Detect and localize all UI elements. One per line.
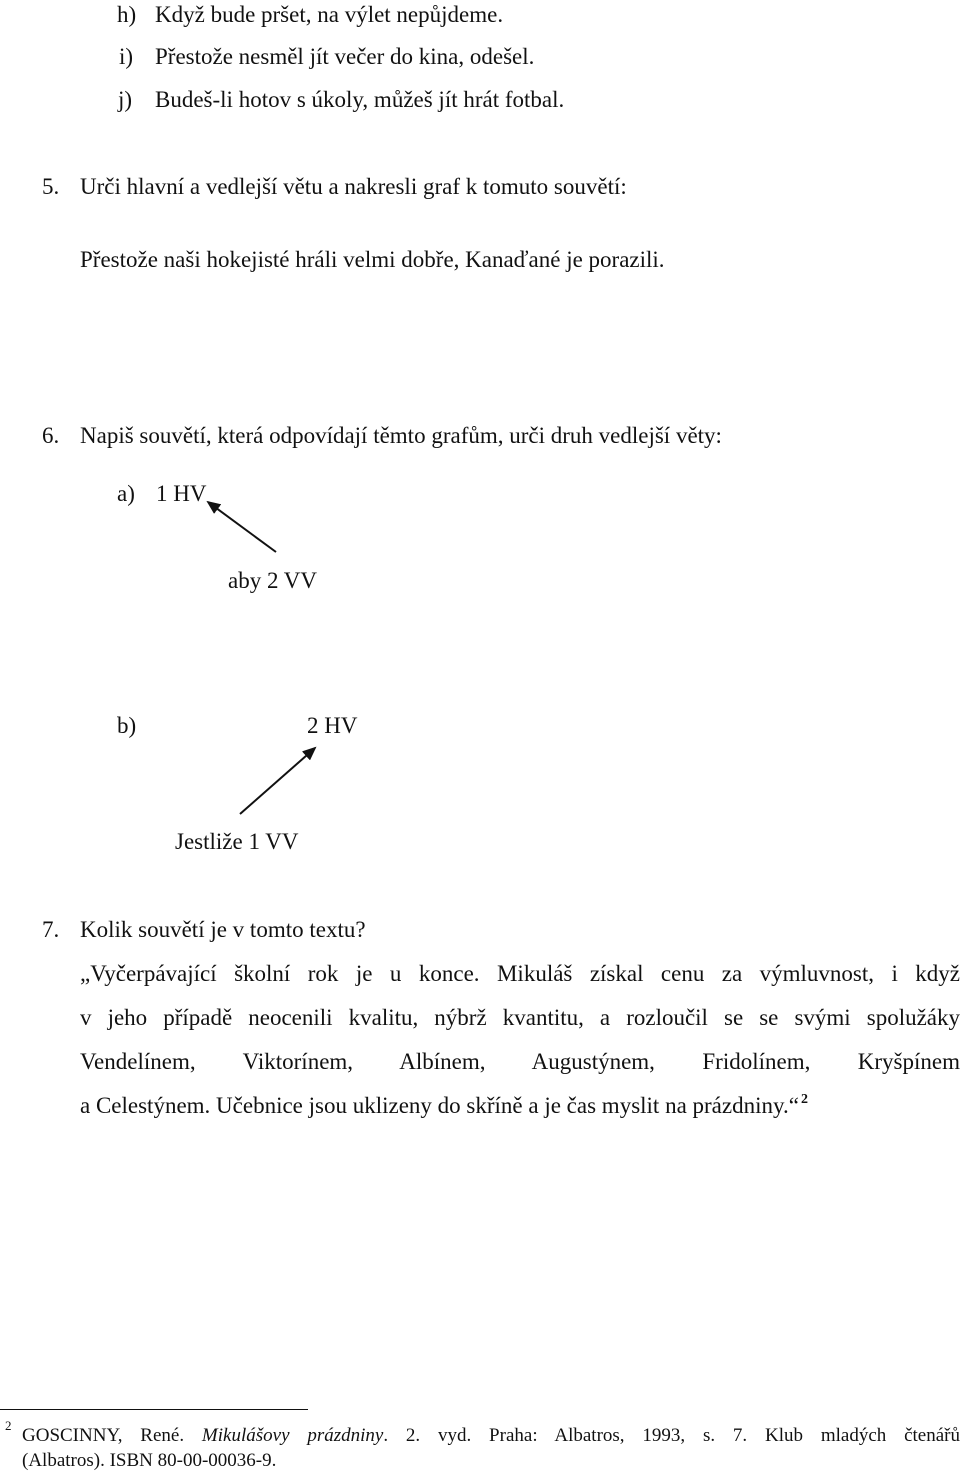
task-number: 7. [42,917,60,942]
task-instruction: Napiš souvětí, která odpovídají těmto grafům, urči druh vedlejší věty: [80,423,722,448]
task-instruction: Kolik souvětí je v tomto textu? [80,917,366,942]
list-item-text: Budeš-li hotov s úkoly, můžeš jít hrát fotbal. [155,87,565,112]
footnote-title: Mikulášovy prázdniny [201,1425,384,1446]
footnote-details: . 2. vyd. Praha: Albatros, 1993, s. 7. Klub mladých čtenářů [383,1425,960,1446]
quoted-text-line-last [80,1094,960,1117]
task-number: 5. [42,174,60,199]
footnote-separator [0,1409,308,1410]
list-item-label: j) [118,87,133,112]
graph-b-main-clause: 2 HV [307,713,358,738]
footnote-reference: 2 [800,1092,808,1107]
graph-b-subordinate-clause: Jestliže 1 VV [175,829,299,854]
footnote-mark: 2 [5,1418,12,1433]
quoted-text-line: v jeho případě neocenili kvalitu, nýbrž kvantitu, a rozloučil se se svými spolužáky [80,1005,960,1030]
footnote-line-1 [22,1426,960,1445]
footnote-author: GOSCINNY, René. [22,1425,185,1446]
quoted-text-line: a Celestýnem. Učebnice jsou uklizeny do skříně a je čas myslit na prázdniny.“ [80,1093,799,1118]
graph-b-arrow [240,748,315,814]
list-item-label: h) [117,2,137,27]
list-item-label: i) [119,44,134,69]
task-instruction: Urči hlavní a vedlejší větu a nakresli graf k tomuto souvětí: [80,174,627,199]
graph-a-main-clause: 1 HV [156,481,207,506]
graph-a-arrow [208,502,276,552]
graph-a-label: a) [117,481,135,506]
list-item-text: Když bude pršet, na výlet nepůjdeme. [155,2,504,27]
task-number: 6. [42,423,60,448]
list-item-text: Přestože nesměl jít večer do kina, odešel. [155,44,535,69]
footnote-line-2: (Albatros). ISBN 80-00-00036-9. [22,1450,277,1471]
graph-a-subordinate-clause: aby 2 VV [228,568,318,593]
graph-b-label: b) [117,713,137,738]
quoted-text-line: „Vyčerpávající školní rok je u konce. Mikuláš získal cenu za výmluvnost, i když [80,961,960,986]
example-sentence: Přestože naši hokejisté hráli velmi dobře, Kanaďané je porazili. [80,247,665,272]
quoted-text-line: Vendelínem, Viktorínem, Albínem, Augustýnem, Fridolínem, Kryšpínem [80,1049,960,1074]
